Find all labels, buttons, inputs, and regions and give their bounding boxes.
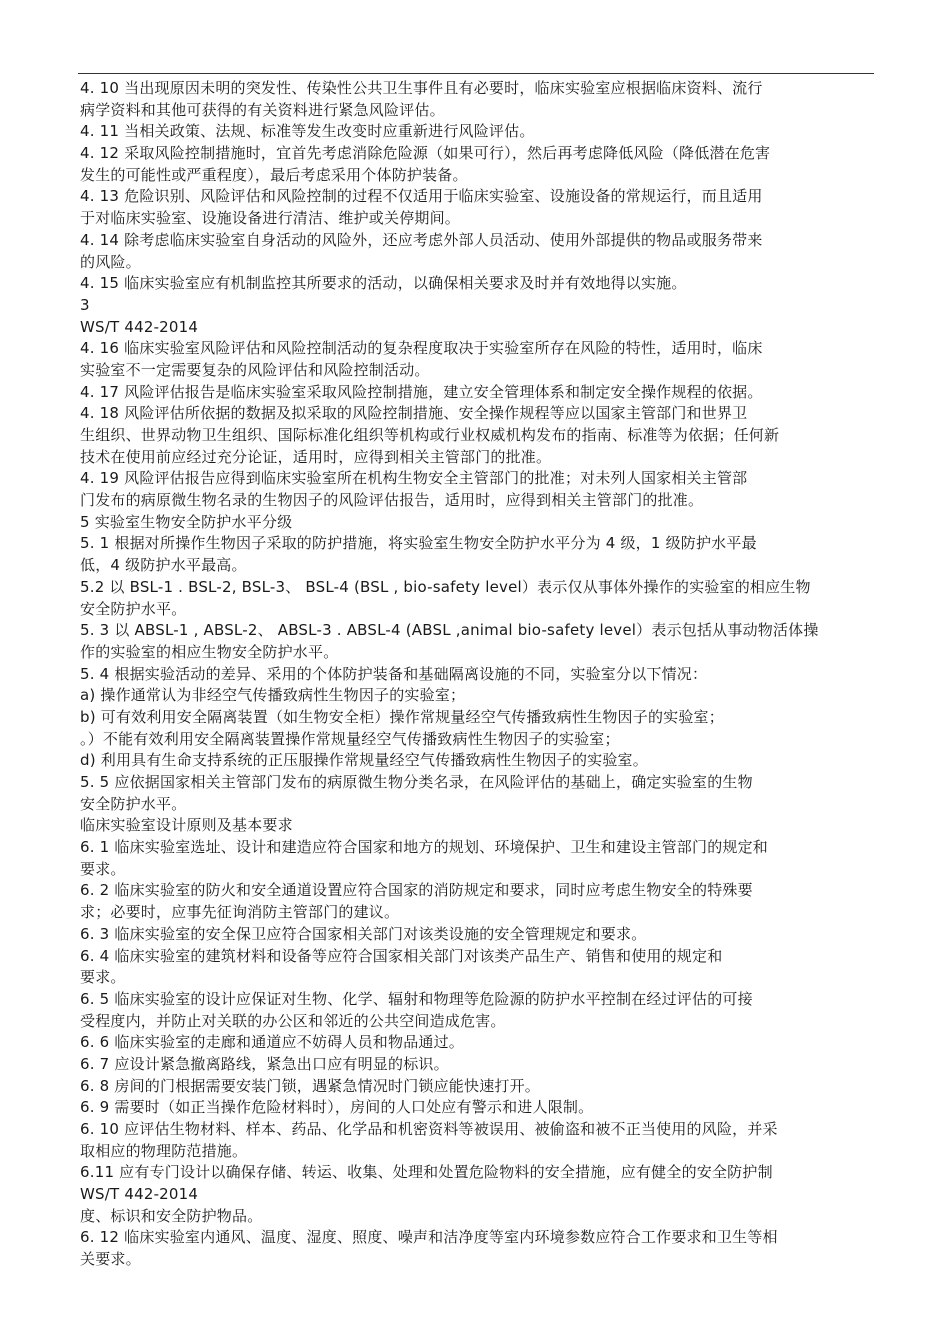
text-line: 受程度内，并防止对关联的办公区和邻近的公共空间造成危害。 <box>80 1011 506 1030</box>
text-line: 6. 3 临床实验室的安全保卫应符合国家相关部门对该类设施的安全管理规定和要求。 <box>80 924 647 943</box>
text-line: 6.11 应有专门设计以确保存储、转运、收集、处理和处置危险物料的安全措施，应有健全的安全防护制 <box>80 1163 773 1182</box>
list-item: a) 操作通常认为非经空气传播致病性生物因子的实验室； <box>80 686 466 705</box>
text-line: 5. 5 应依据国家相关主管部门发布的病原微生物分类名录，在风险评估的基础上，确定实验室的生物 <box>80 773 753 791</box>
text-line: 4. 13 危险识别、风险评估和风险控制的过程不仅适用于临床实验室、设施设备的常规运行，而且适用 <box>80 187 763 206</box>
text-line: 的风险。 <box>80 252 141 271</box>
list-item: d) 利用具有生命支持系统的正压服操作常规量经空气传播致病性生物因子的实验室。 <box>80 751 648 770</box>
text-line: 于对临床实验室、设施设备进行清洁、维护或关停期间。 <box>80 209 461 228</box>
text-line: 5. 3 以 ABSL-1 , ABSL-2、 ABSL-3 . ABSL-4 (ABSL ,animal bio-safety level）表示包括从事动物活体操 <box>80 621 819 640</box>
text-line: 4. 17 风险评估报告是临床实验室采取风险控制措施，建立安全管理体系和制定安全操作规程的依据。 <box>80 382 763 401</box>
standard-code: WS/T 442-2014 <box>80 317 199 336</box>
text-line: 求；必要时，应事先征询消防主管部门的建议。 <box>80 903 400 922</box>
text-line: 6. 8 房间的门根据需要安装门锁，遇紧急情况时门锁应能快速打开。 <box>80 1076 540 1095</box>
text-line: 6. 1 临床实验室选址、设计和建造应符合国家和地方的规划、环境保护、卫生和建设主管部门的规定和 <box>80 838 768 857</box>
text-line: 6. 6 临床实验室的走廊和通道应不妨碍人员和物品通过。 <box>80 1033 464 1052</box>
standard-code: 度、标识和安全防护物品。 <box>80 1206 263 1225</box>
text-line: 病学资料和其他可获得的有关资料进行紧急风险评估。 <box>80 100 445 119</box>
text-line: 4. 11 当相关政策、法规、标准等发生改变时应重新进行风险评估。 <box>80 122 535 141</box>
text-line: 要求。 <box>80 968 126 987</box>
text-line: 4. 10 当出现原因未明的突发性、传染性公共卫生事件且有必要时，临床实验室应根据临床资料、流行 <box>80 79 763 97</box>
text-line: 技术在使用前应经过充分论证，适用时，应得到相关主管部门的批准。 <box>80 447 552 466</box>
section-heading: 5 实验室生物安全防护水平分级 <box>80 512 293 531</box>
text-line: 4. 18 风险评估所依据的数据及拟采取的风险控制措施、安全操作规程等应以国家主管部门和世界卫 <box>80 404 748 423</box>
text-line: 低，4 级防护水平最高。 <box>80 556 247 575</box>
text-line: 4. 19 风险评估报告应得到临床实验室所在机构生物安全主管部门的批准；对未列人国家相关主管部 <box>80 469 748 488</box>
text-line: 6. 5 临床实验室的设计应保证对生物、化学、辐射和物理等危险源的防护水平控制在经过评估的可接 <box>80 989 753 1008</box>
list-item: 。）不能有效利用安全隔离装置操作常规量经空气传播致病性生物因子的实验室； <box>80 729 620 748</box>
text-line: 门发布的病原微生物名录的生物因子的风险评估报告，适用时，应得到相关主管部门的批准。 <box>80 491 704 510</box>
text-line: 5.2 以 BSL-1 . BSL-2, BSL-3、 BSL-4 (BSL , bio-safety level）表示仅从事体外操作的实验室的相应生物 <box>80 577 811 596</box>
text-line: 5. 1 根据对所操作生物因子采取的防护措施，将实验室生物安全防护水平分为 4 级，1 级防护水平最 <box>80 534 757 553</box>
text-line: 实验室不一定需要复杂的风险评估和风险控制活动。 <box>80 360 430 379</box>
text-line: 取相应的物理防范措施。 <box>80 1141 248 1160</box>
page-number: 3 <box>80 295 90 314</box>
text-line <box>80 1271 880 1293</box>
section-heading: 临床实验室设计原则及基本要求 <box>80 816 293 835</box>
text-line: 6. 7 应设计紧急撤离路线，紧急出口应有明显的标识。 <box>80 1054 449 1073</box>
text-line: 6. 10 应评估生物材料、样本、药品、化学品和机密资料等被误用、被偷盗和被不正当使用的风险，并采 <box>80 1120 778 1138</box>
text-line: 6. 2 临床实验室的防火和安全通道设置应符合国家的消防规定和要求，同时应考虑生物安全的特殊要 <box>80 881 753 900</box>
text-line: 5. 4 根据实验活动的差异、采用的个体防护装备和基础隔离设施的不同，实验室分以下情况： <box>80 664 708 683</box>
text-line: 6. 4 临床实验室的建筑材料和设备等应符合国家相关部门对该类产品生产、销售和使用的规定和 <box>80 946 723 965</box>
text-line: 安全防护水平。 <box>80 794 187 813</box>
list-item: b) 可有效利用安全隔离装置（如生物安全柜）操作常规量经空气传播致病性生物因子的实验室； <box>80 707 724 726</box>
document-body <box>80 78 880 1293</box>
text-line: 4. 14 除考虑临床实验室自身活动的风险外，还应考虑外部人员活动、使用外部提供的物品或服务带来 <box>80 230 763 249</box>
text-line: 4. 12 采取风险控制措施时，宜首先考虑消除危险源（如果可行），然后再考虑降低风险（降低潜在危害 <box>80 144 771 163</box>
text-line: 6. 9 需要时（如正当操作危险材料时），房间的人口处应有警示和进人限制。 <box>80 1098 594 1117</box>
text-line: 4. 16 临床实验室风险评估和风险控制活动的复杂程度取决于实验室所存在风险的特性，适用时，临床 <box>80 339 763 358</box>
text-line: 生组织、世界动物卫生组织、国际标准化组织等机构或行业权威机构发布的指南、标准等为依据；任何新 <box>80 426 780 444</box>
text-line: 安全防护水平。 <box>80 599 187 618</box>
text-line: WS/T 442-2014 <box>80 1185 199 1204</box>
text-line: 关要求。 <box>80 1250 141 1269</box>
text-line: 6. 12 临床实验室内通风、温度、湿度、照度、噪声和洁净度等室内环境参数应符合工作要求和卫生等相 <box>80 1228 778 1247</box>
text-line: 发生的可能性或严重程度），最后考虑采用个体防护装备。 <box>80 165 468 184</box>
header-rule <box>78 73 874 74</box>
text-line: 作的实验室的相应生物安全防护水平。 <box>80 642 339 661</box>
text-line: 要求。 <box>80 859 126 878</box>
text-line: 4. 15 临床实验室应有机制监控其所要求的活动，以确保相关要求及时并有效地得以实施。 <box>80 274 687 293</box>
